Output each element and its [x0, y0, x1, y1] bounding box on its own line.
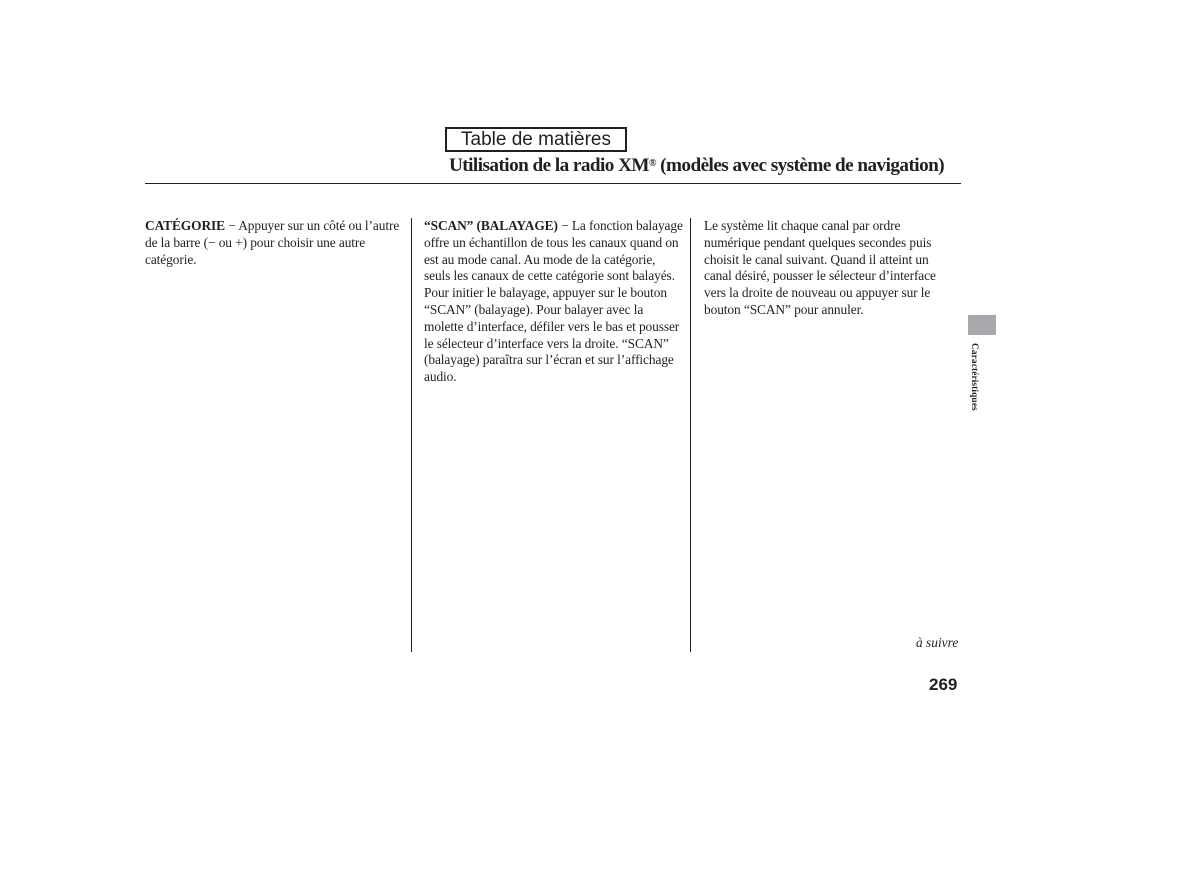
section-tab-label: Caractéristiques	[969, 343, 979, 411]
page-title	[449, 153, 961, 179]
column-scan	[424, 218, 684, 386]
section-tab-marker	[968, 315, 996, 335]
table-of-contents-button[interactable]: Table de matières	[445, 127, 627, 152]
page-title-text: Utilisation de la radio XM	[449, 155, 649, 176]
scan-description: La fonction balayage offre un échantillon de tous les canaux quand on est au mode canal. Au mode de la catégorie, seuls les canaux de cette catégorie sont balayés. Pour initier le balayage, appuyer sur le bouton “SCAN” (balayage). Pour balayer avec la molette d’interface, défiler vers le bas et pousser le sélecteur d’interface vers la droite. “SCAN” (balayage) paraîtra sur l’écran et sur l’affichage audio.	[424, 218, 683, 385]
column-category	[145, 218, 403, 268]
page-title-suffix: (modèles avec système de navigation)	[655, 155, 945, 176]
scan-continued-text: Le système lit chaque canal par ordre numérique pendant quelques secondes puis choisit le canal suivant. Quand il atteint un canal désiré, pousser le sélecteur d’interface vers la droite de nouveau ou appuyer sur le bouton “SCAN” pour annuler.	[704, 218, 936, 317]
header-rule	[145, 183, 961, 184]
category-description: Appuyer sur un côté ou l’autre de la barre (− ou +) pour choisir une autre catégorie.	[145, 218, 400, 267]
column-divider	[690, 218, 691, 652]
scan-term: “SCAN” (BALAYAGE)	[424, 218, 558, 233]
column-divider	[411, 218, 412, 652]
column-scan-continued	[704, 218, 954, 319]
category-dash: −	[224, 218, 239, 233]
page-number: 269	[929, 675, 958, 694]
scan-dash: −	[557, 218, 572, 233]
continued-note: à suivre	[916, 635, 959, 650]
registered-mark: ®	[648, 158, 656, 169]
category-term: CATÉGORIE	[145, 218, 225, 233]
